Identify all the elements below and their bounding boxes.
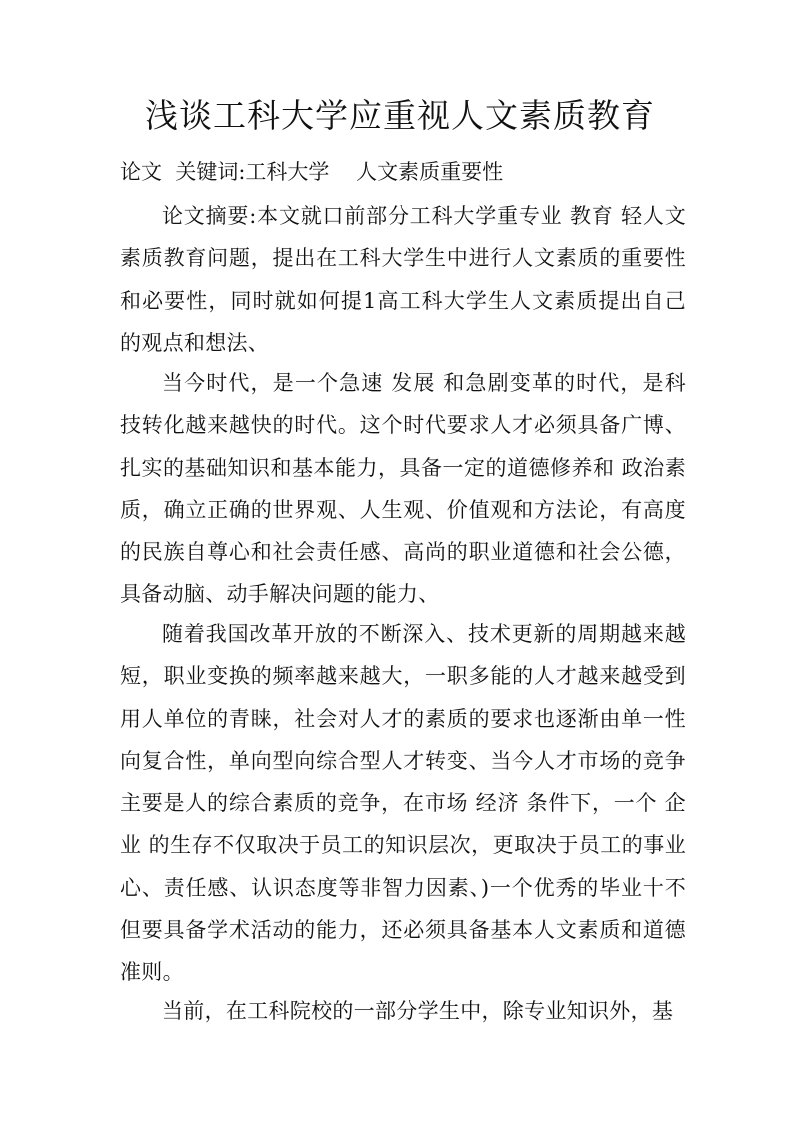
document-title: 浅谈工科大学应重视人文素质教育 [145,96,655,135]
body-paragraph-2: 随着我国改革开放的不断深入、技术更新的周期越来越短，职业变换的频率越来越大，一职多能的人才越来越受到用人单位的青睐，社会对人才的素质的要求也逐渐由单一性向复合性，单向型向综合型人才转变、当今人才市场的竞争主要是人的综合素质的竞争，在市场 经济 条件下，一个 企业 的生存不仅取决于员工的知识层次，更取决于员工的事业心、责任感、认识态度等非智力因素、)一个优秀的毕业十不但要具备学术活动的能力，还必须具备基本人文素质和道德准则。 [120,622,686,985]
body-paragraph-3: 当前，在工科院校的一部分学生中，除专业知识外，基 [162,999,674,1023]
body-paragraph-1: 当今时代，是一个急速 发展 和急剧变革的时代，是科技转化越来越快的时代。这个时代要求人才必须具备广博、扎实的基础知识和基本能力，具备一定的道德修养和 政治素质，确立正确的世界观、人生观、价值观和方法论，有高度的民族自尊心和社会责任感、高尚的职业道德和社会公德，具备动脑、动手解决问题的能力、 [120,371,686,607]
keywords-line: 论文 关键词:工科大学 人文素质重要性 [120,160,504,184]
abstract-paragraph: 论文摘要:本文就口前部分工科大学重专业 教育 轻人文素质教育问题，提出在工科大学生中进行人文素质的重要性和必要性，同时就如何提1高工科大学生人文素质提出自己的观点和想法、 [120,204,686,355]
